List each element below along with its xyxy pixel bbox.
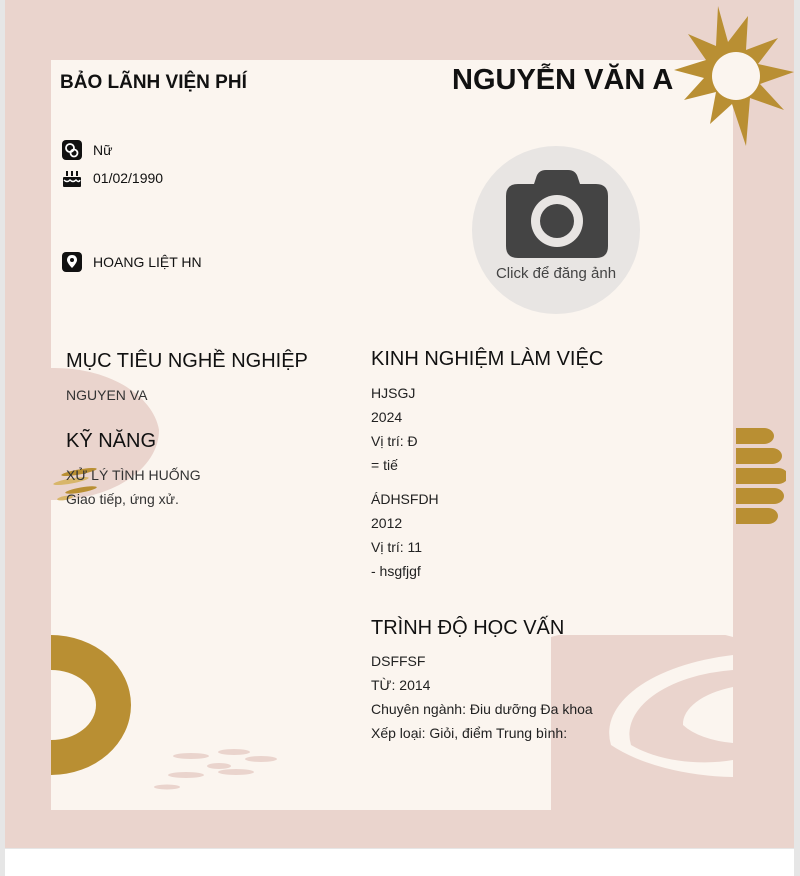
gold-arc-decoration <box>51 635 141 775</box>
photo-upload-caption: Click để đăng ảnh <box>495 265 617 282</box>
skill-item: Giao tiếp, ứng xử. <box>66 491 179 507</box>
gold-starburst-decoration <box>670 0 798 150</box>
experience-company: HJSGJ <box>371 385 416 401</box>
education-school: DSFFSF <box>371 653 426 669</box>
photo-upload[interactable] <box>472 146 640 314</box>
gender-icon <box>62 140 82 160</box>
address-value: HOANG LIỆT HN <box>93 254 202 270</box>
experience-year: 2024 <box>371 409 403 425</box>
gender-row <box>62 140 112 160</box>
pink-rings-decoration <box>551 635 733 810</box>
education-from: TỪ: 2014 <box>371 677 431 693</box>
skills-heading: KỸ NĂNG <box>66 430 157 452</box>
birthdate-row <box>62 168 163 188</box>
gender-value: Nữ <box>93 142 113 158</box>
education-major: Chuyên ngành: Điu dưỡng Đa khoa <box>371 701 593 717</box>
experience-heading: KINH NGHIỆM LÀM VIỆC <box>371 348 604 370</box>
location-pin-icon <box>62 252 82 272</box>
camera-icon <box>506 170 608 258</box>
experience-year: 2012 <box>371 515 403 531</box>
address-row <box>62 252 202 272</box>
birthday-cake-icon <box>62 168 82 188</box>
education-rank: Xếp loại: Giỏi, điểm Trung bình: <box>371 725 568 741</box>
experience-position: Vị trí: 11 <box>371 539 423 555</box>
experience-detail: = tiế <box>371 457 398 473</box>
experience-detail: - hsgfjgf <box>371 563 421 579</box>
birthdate-value: 01/02/1990 <box>93 170 164 186</box>
experience-company: ÁDHSFDH <box>371 491 439 507</box>
skill-item: XỬ LÝ TÌNH HUỐNG <box>66 467 201 483</box>
career-goal-heading: MỤC TIÊU NGHỀ NGHIỆP <box>66 350 308 372</box>
career-goal-text: NGUYEN VA <box>66 387 148 403</box>
experience-position: Vị trí: Đ <box>371 433 418 449</box>
gold-scallop-decoration <box>736 426 786 526</box>
education-heading: TRÌNH ĐỘ HỌC VẤN <box>371 617 565 639</box>
candidate-name: NGUYỄN VĂN A <box>452 64 674 96</box>
document-title: BẢO LÃNH VIỆN PHÍ <box>60 72 247 93</box>
pink-dashes-decoration <box>151 745 281 795</box>
page-bottom-strip <box>5 849 794 876</box>
